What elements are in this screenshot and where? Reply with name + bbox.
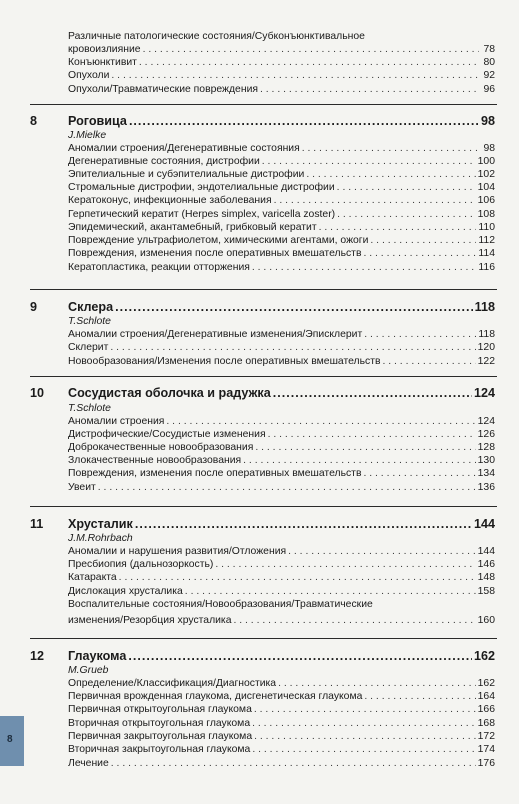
toc-entry-title: Склерит <box>68 342 109 353</box>
toc-entry-page: 164 <box>477 691 495 702</box>
dot-leader <box>252 743 475 756</box>
dot-leader <box>278 677 476 690</box>
dot-leader <box>306 168 475 181</box>
dot-leader <box>254 730 476 743</box>
chapter-title: Глаукома <box>68 649 127 663</box>
dot-leader <box>252 717 476 730</box>
toc-entry-title: Дегенеративные состояния, дистрофии <box>68 156 260 167</box>
dot-leader <box>233 614 475 627</box>
section-divider <box>30 104 497 105</box>
chapter-author: J.M.Rohrbach <box>68 533 133 544</box>
toc-entry-page: 92 <box>483 70 495 81</box>
toc-entry-page: 128 <box>477 442 495 453</box>
toc-entry <box>68 328 495 341</box>
toc-entry-page: 126 <box>477 429 495 440</box>
dot-leader <box>268 428 476 441</box>
toc-entry-title: Катаракта <box>68 572 117 583</box>
toc-entry-page: 120 <box>477 342 495 353</box>
toc-entry-title: Повреждение ультрафиолетом, химическими агентами, ожоги <box>68 235 369 246</box>
toc-entry <box>68 545 495 558</box>
dot-leader <box>364 328 476 341</box>
toc-entry <box>68 168 495 181</box>
toc-entry <box>68 585 495 598</box>
chapter-heading <box>30 299 495 315</box>
toc-entry-page: 168 <box>477 718 495 729</box>
dot-leader <box>252 261 477 274</box>
chapter-author: M.Grueb <box>68 665 109 676</box>
dot-leader <box>254 703 476 716</box>
dot-leader <box>364 690 475 703</box>
toc-entry-title: Определение/Классификация/Диагностика <box>68 678 277 689</box>
chapter-page: 162 <box>473 649 495 663</box>
toc-entry <box>68 717 495 730</box>
toc-entry: Воспалительные состояния/Новообразования/Травматические <box>68 599 373 610</box>
toc-entry-title: Аномалии строения/Дегенеративные изменения/Эписклерит <box>68 329 363 340</box>
toc-entry-page: 176 <box>477 758 495 769</box>
dot-leader <box>370 234 476 247</box>
dot-leader <box>215 558 475 571</box>
toc-entry <box>68 441 495 454</box>
toc-entry <box>68 428 495 441</box>
chapter-title: Склера <box>68 300 114 314</box>
toc-entry-title: Аномалии и нарушения развития/Отложения <box>68 546 287 557</box>
toc-entry-page: 166 <box>477 704 495 715</box>
toc-entry <box>68 247 495 260</box>
toc-entry-page: 78 <box>483 44 495 55</box>
toc-entry-title: Конъюнктивит <box>68 57 137 68</box>
page-number: 8 <box>7 734 13 745</box>
section-divider <box>30 289 497 290</box>
toc-entry-title: Опухоли <box>68 70 110 81</box>
dot-leader <box>98 481 476 494</box>
toc-entry-page: 158 <box>477 586 495 597</box>
dot-leader <box>255 441 475 454</box>
toc-entry-title: Пресбиопия (дальнозоркость) <box>68 559 214 570</box>
toc-entry-title: Новообразования/Изменения после оперативных вмешательств <box>68 356 381 367</box>
dot-leader <box>288 545 476 558</box>
dot-leader <box>128 648 472 664</box>
toc-entry-title: Эпителиальные и субэпителиальные дистрофии <box>68 169 305 180</box>
toc-entry-page: 110 <box>478 222 495 233</box>
toc-entry-page: 136 <box>477 482 495 493</box>
toc-entry <box>68 221 495 234</box>
dot-leader <box>129 113 479 129</box>
dot-leader <box>260 83 479 96</box>
dot-leader <box>337 181 476 194</box>
toc-entry <box>68 43 495 56</box>
toc-entry <box>68 355 495 368</box>
toc-entry-title: Первичная открытоугольная глаукома <box>68 704 252 715</box>
toc-entry <box>68 56 495 69</box>
toc-entry-page: 122 <box>477 356 495 367</box>
chapter-heading <box>30 113 495 129</box>
toc-entry-page: 174 <box>477 744 495 755</box>
chapter-heading <box>30 516 495 532</box>
dot-leader <box>111 69 479 82</box>
chapter-title: Роговица <box>68 114 127 128</box>
toc-entry-page: 100 <box>477 156 495 167</box>
chapter-number: 11 <box>30 517 44 531</box>
dot-leader <box>319 221 477 234</box>
dot-leader <box>302 142 479 155</box>
toc-entry-title: изменения/Резорбция хрусталика <box>68 615 232 626</box>
chapter-title: Сосудистая оболочка и радужка <box>68 386 271 400</box>
toc-entry-page: 148 <box>477 572 495 583</box>
toc-entry <box>68 415 495 428</box>
dot-leader <box>337 208 476 221</box>
dot-leader <box>262 155 476 168</box>
toc-entry-page: 108 <box>477 209 495 220</box>
toc-entry <box>68 743 495 756</box>
toc-entry <box>68 757 495 770</box>
dot-leader <box>110 341 475 354</box>
toc-entry <box>68 703 495 716</box>
chapter-author: T.Schlote <box>68 403 111 414</box>
toc-entry <box>68 341 495 354</box>
toc-entry-title: Дистрофические/Сосудистые изменения <box>68 429 266 440</box>
toc-entry-title: Кератоконус, инфекционные заболевания <box>68 195 272 206</box>
toc-entry <box>68 467 495 480</box>
toc-entry-title: Доброкачественные новообразования <box>68 442 254 453</box>
chapter-page: 144 <box>473 517 495 531</box>
toc-entry-page: 104 <box>477 182 495 193</box>
toc-entry <box>68 234 495 247</box>
toc-entry <box>68 614 495 627</box>
dot-leader <box>135 516 472 532</box>
toc-entry-page: 130 <box>477 455 495 466</box>
toc-entry-title: Опухоли/Травматические повреждения <box>68 84 258 95</box>
toc-entry-page: 146 <box>477 559 495 570</box>
toc-entry <box>68 194 495 207</box>
chapter-number: 9 <box>30 300 38 314</box>
toc-entry-page: 144 <box>477 546 495 557</box>
toc-entry-page: 114 <box>478 248 495 259</box>
section-divider <box>30 376 497 377</box>
dot-leader <box>166 415 475 428</box>
section-divider <box>30 506 497 507</box>
dot-leader <box>273 385 472 401</box>
toc-entry-title: Первичная врожденная глаукома, дисгенетическая глаукома <box>68 691 363 702</box>
toc-entry-title: Лечение <box>68 758 109 769</box>
toc-entry-title: кровоизлияние <box>68 44 141 55</box>
toc-entry: Различные патологические состояния/Субконъюнктивальное <box>68 31 365 42</box>
toc-entry <box>68 142 495 155</box>
toc-entry-title: Первичная закрытоугольная глаукома <box>68 731 253 742</box>
toc-entry <box>68 155 495 168</box>
toc-entry-page: 96 <box>483 84 495 95</box>
chapter-heading <box>30 385 495 401</box>
chapter-page: 98 <box>480 114 495 128</box>
chapter-page: 124 <box>473 386 495 400</box>
toc-entry-title: Повреждения, изменения после оперативных вмешательств <box>68 468 362 479</box>
toc-entry <box>68 261 495 274</box>
toc-entry <box>68 677 495 690</box>
toc-entry-page: 102 <box>477 169 495 180</box>
dot-leader <box>363 467 475 480</box>
toc-entry-title: Герпетический кератит (Herpes simplex, varicella zoster) <box>68 209 336 220</box>
dot-leader <box>274 194 476 207</box>
toc-entry <box>68 558 495 571</box>
chapter-number: 8 <box>30 114 38 128</box>
toc-entry-title: Аномалии строения <box>68 416 165 427</box>
toc-entry-page: 162 <box>477 678 495 689</box>
toc-entry-page: 124 <box>477 416 495 427</box>
toc-entry-title: Дислокация хрусталика <box>68 586 183 597</box>
toc-entry <box>68 481 495 494</box>
toc-entry-page: 112 <box>478 235 495 246</box>
toc-entry-title: Вторичная открытоугольная глаукома <box>68 718 251 729</box>
toc-entry-page: 172 <box>477 731 495 742</box>
dot-leader <box>382 355 475 368</box>
toc-entry-title: Вторичная закрытоугольная глаукома <box>68 744 251 755</box>
chapter-author: T.Schlote <box>68 316 111 327</box>
dot-leader <box>143 43 479 56</box>
toc-entry-page: 116 <box>478 262 495 273</box>
toc-entry <box>68 571 495 584</box>
chapter-title: Хрусталик <box>68 517 133 531</box>
dot-leader <box>115 299 473 315</box>
toc-entry <box>68 69 495 82</box>
chapter-number: 12 <box>30 649 45 663</box>
chapter-heading <box>30 648 495 664</box>
dot-leader <box>363 247 476 260</box>
toc-entry-page: 134 <box>477 468 495 479</box>
toc-entry-page: 106 <box>477 195 495 206</box>
dot-leader <box>119 571 476 584</box>
toc-entry-title: Повреждения, изменения после оперативных вмешательств <box>68 248 362 259</box>
toc-entry-title: Увеит <box>68 482 96 493</box>
dot-leader <box>185 585 476 598</box>
toc-entry-page: 98 <box>483 143 495 154</box>
toc-entry <box>68 454 495 467</box>
chapter-author: J.Mielke <box>68 130 107 141</box>
chapter-number: 10 <box>30 386 45 400</box>
section-divider <box>30 638 497 639</box>
dot-leader <box>243 454 476 467</box>
toc-entry <box>68 208 495 221</box>
chapter-page: 118 <box>474 300 495 314</box>
toc-entry-title: Кератопластика, реакции отторжения <box>68 262 250 273</box>
toc-entry-title: Аномалии строения/Дегенеративные состояния <box>68 143 300 154</box>
toc-entry-title: Эпидемический, акантамебный, грибковый кератит <box>68 222 317 233</box>
toc-entry <box>68 83 495 96</box>
dot-leader <box>139 56 479 69</box>
toc-entry-title: Стромальные дистрофии, эндотелиальные дистрофии <box>68 182 335 193</box>
toc-entry <box>68 690 495 703</box>
toc-entry-title: Злокачественные новообразования <box>68 455 242 466</box>
toc-entry-page: 160 <box>477 615 495 626</box>
dot-leader <box>111 757 476 770</box>
toc-entry <box>68 730 495 743</box>
toc-entry-page: 80 <box>483 57 495 68</box>
toc-entry-page: 118 <box>478 329 495 340</box>
toc-entry <box>68 181 495 194</box>
